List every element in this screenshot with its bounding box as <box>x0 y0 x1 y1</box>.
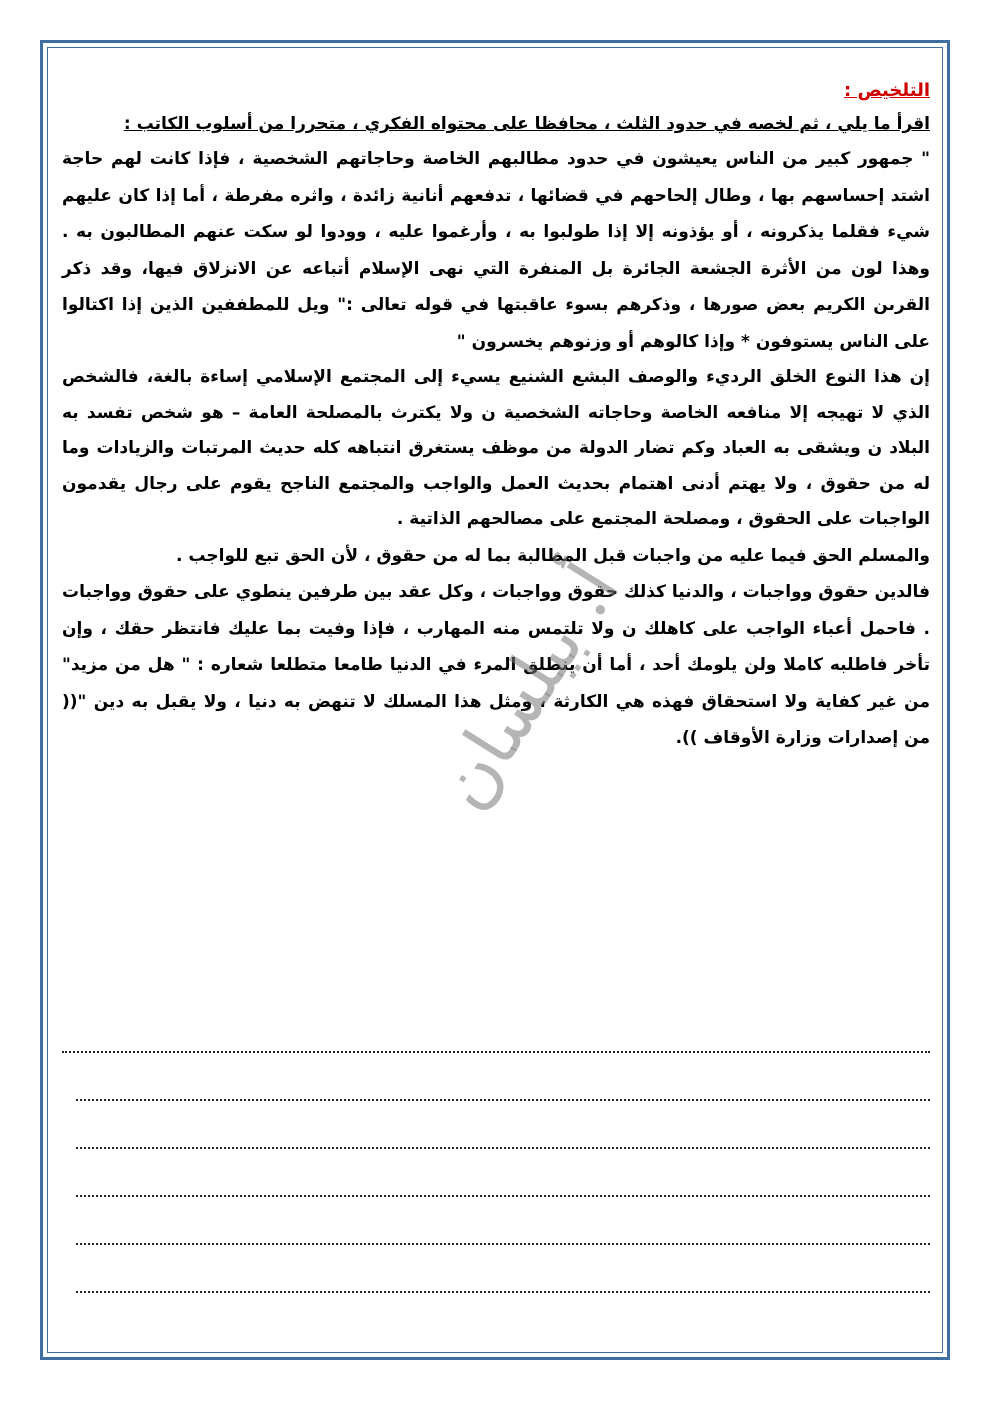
paragraph-2: إن هذا النوع الخلق الرديء والوصف البشع الشنيع يسيء إلى المجتمع الإسلامي إساءة بالغة، فالشخص الذي لا تهيجه إلا منافعه الخاصة وحاجاته الشخصية ن ولا يكترث بالمصلحة العامة – هو شخص تفسد به البلاد ن ويشقى به العباد وكم تضار الدولة من موظف يستغرق انتباهه كله حديث المرتبات والزيادات وما له من حقوق ، ولا يهتم أدنى اهتمام بحديث العمل والواجب والمجتمع الناجح يقوم على رجال يقدمون الواجبات على الحقوق ، ومصلحة المجتمع على مصالحهم الذاتية . <box>62 367 930 529</box>
paragraph-3: والمسلم الحق فيما عليه من واجبات قبل المطالبة بما له من حقوق ، لأن الحق تبع للواجب . <box>176 545 930 566</box>
paragraph-4: فالدين حقوق وواجبات ، والدنيا كذلك حقوق وواجبات ، وكل عقد بين طرفين ينطوي على حقوق وواجبات . فاحمل أعباء الواجب على كاهلك ن ولا تلتمس منه المهارب ، فإذا وفيت بما عليك فانتظر حقك ، وإن تأخر فاطلبه كاملا ولن يلومك أحد ، أما أن ينطلق المرء في الدنيا طامعا متطلعا شعاره : " هل من مزيد" من غير كفاية ولا استحقاق فهذه هي الكارثة ، ومثل هذا المسلك لا تنهض به دنيا ، ولا يقبل به دين "(( من إصدارات وزارة الأوقاف )). <box>62 582 930 748</box>
answer-line[interactable] <box>76 1118 930 1149</box>
paragraph-1: " جمهور كبير من الناس يعيشون في حدود مطالبهم الخاصة وحاجاتهم الشخصية ، فإذا كانت لهم حاجة اشتد إحساسهم بها ، وطال إلحاحهم في قضائها ، تدفعهم أنانية زائدة ، واثره مفرطة ، أما إذا كان عليهم شيء فقلما يذكرونه ، أو يؤذونه إلا إذا طولبوا به ، وأرغموا عليه ، وودوا لو سكت عنهم المطالبون به . وهذا لون من الأثرة الجشعة الجائرة بل المنفرة التي نهى الإسلام أتباعه عن الانزلاق فيها، وقد ذكر القرىن الكريم بعض صورها ، وذكرهم بسوء عاقبتها في قوله تعالى :" ويل للمطففين الذين إذا اكتالوا على الناس يستوفون * وإذا كالوهم أو وزنوهم يخسرون " <box>62 149 930 352</box>
answer-line[interactable] <box>76 1166 930 1197</box>
section-heading: التلخيص : <box>844 80 930 101</box>
answer-line[interactable] <box>76 1070 930 1101</box>
answer-lines <box>62 1022 930 1310</box>
document-body <box>62 80 930 757</box>
answer-line[interactable] <box>76 1262 930 1293</box>
answer-line[interactable] <box>62 1022 930 1053</box>
author-watermark: أ. بيلسان <box>419 549 635 824</box>
instruction-text: اقرأ ما يلي ، ثم لخصه في حدود الثلث ، محافظا على محتواه الفكري ، متحررا من أسلوب الكاتب : <box>123 114 930 134</box>
answer-line[interactable] <box>76 1214 930 1245</box>
